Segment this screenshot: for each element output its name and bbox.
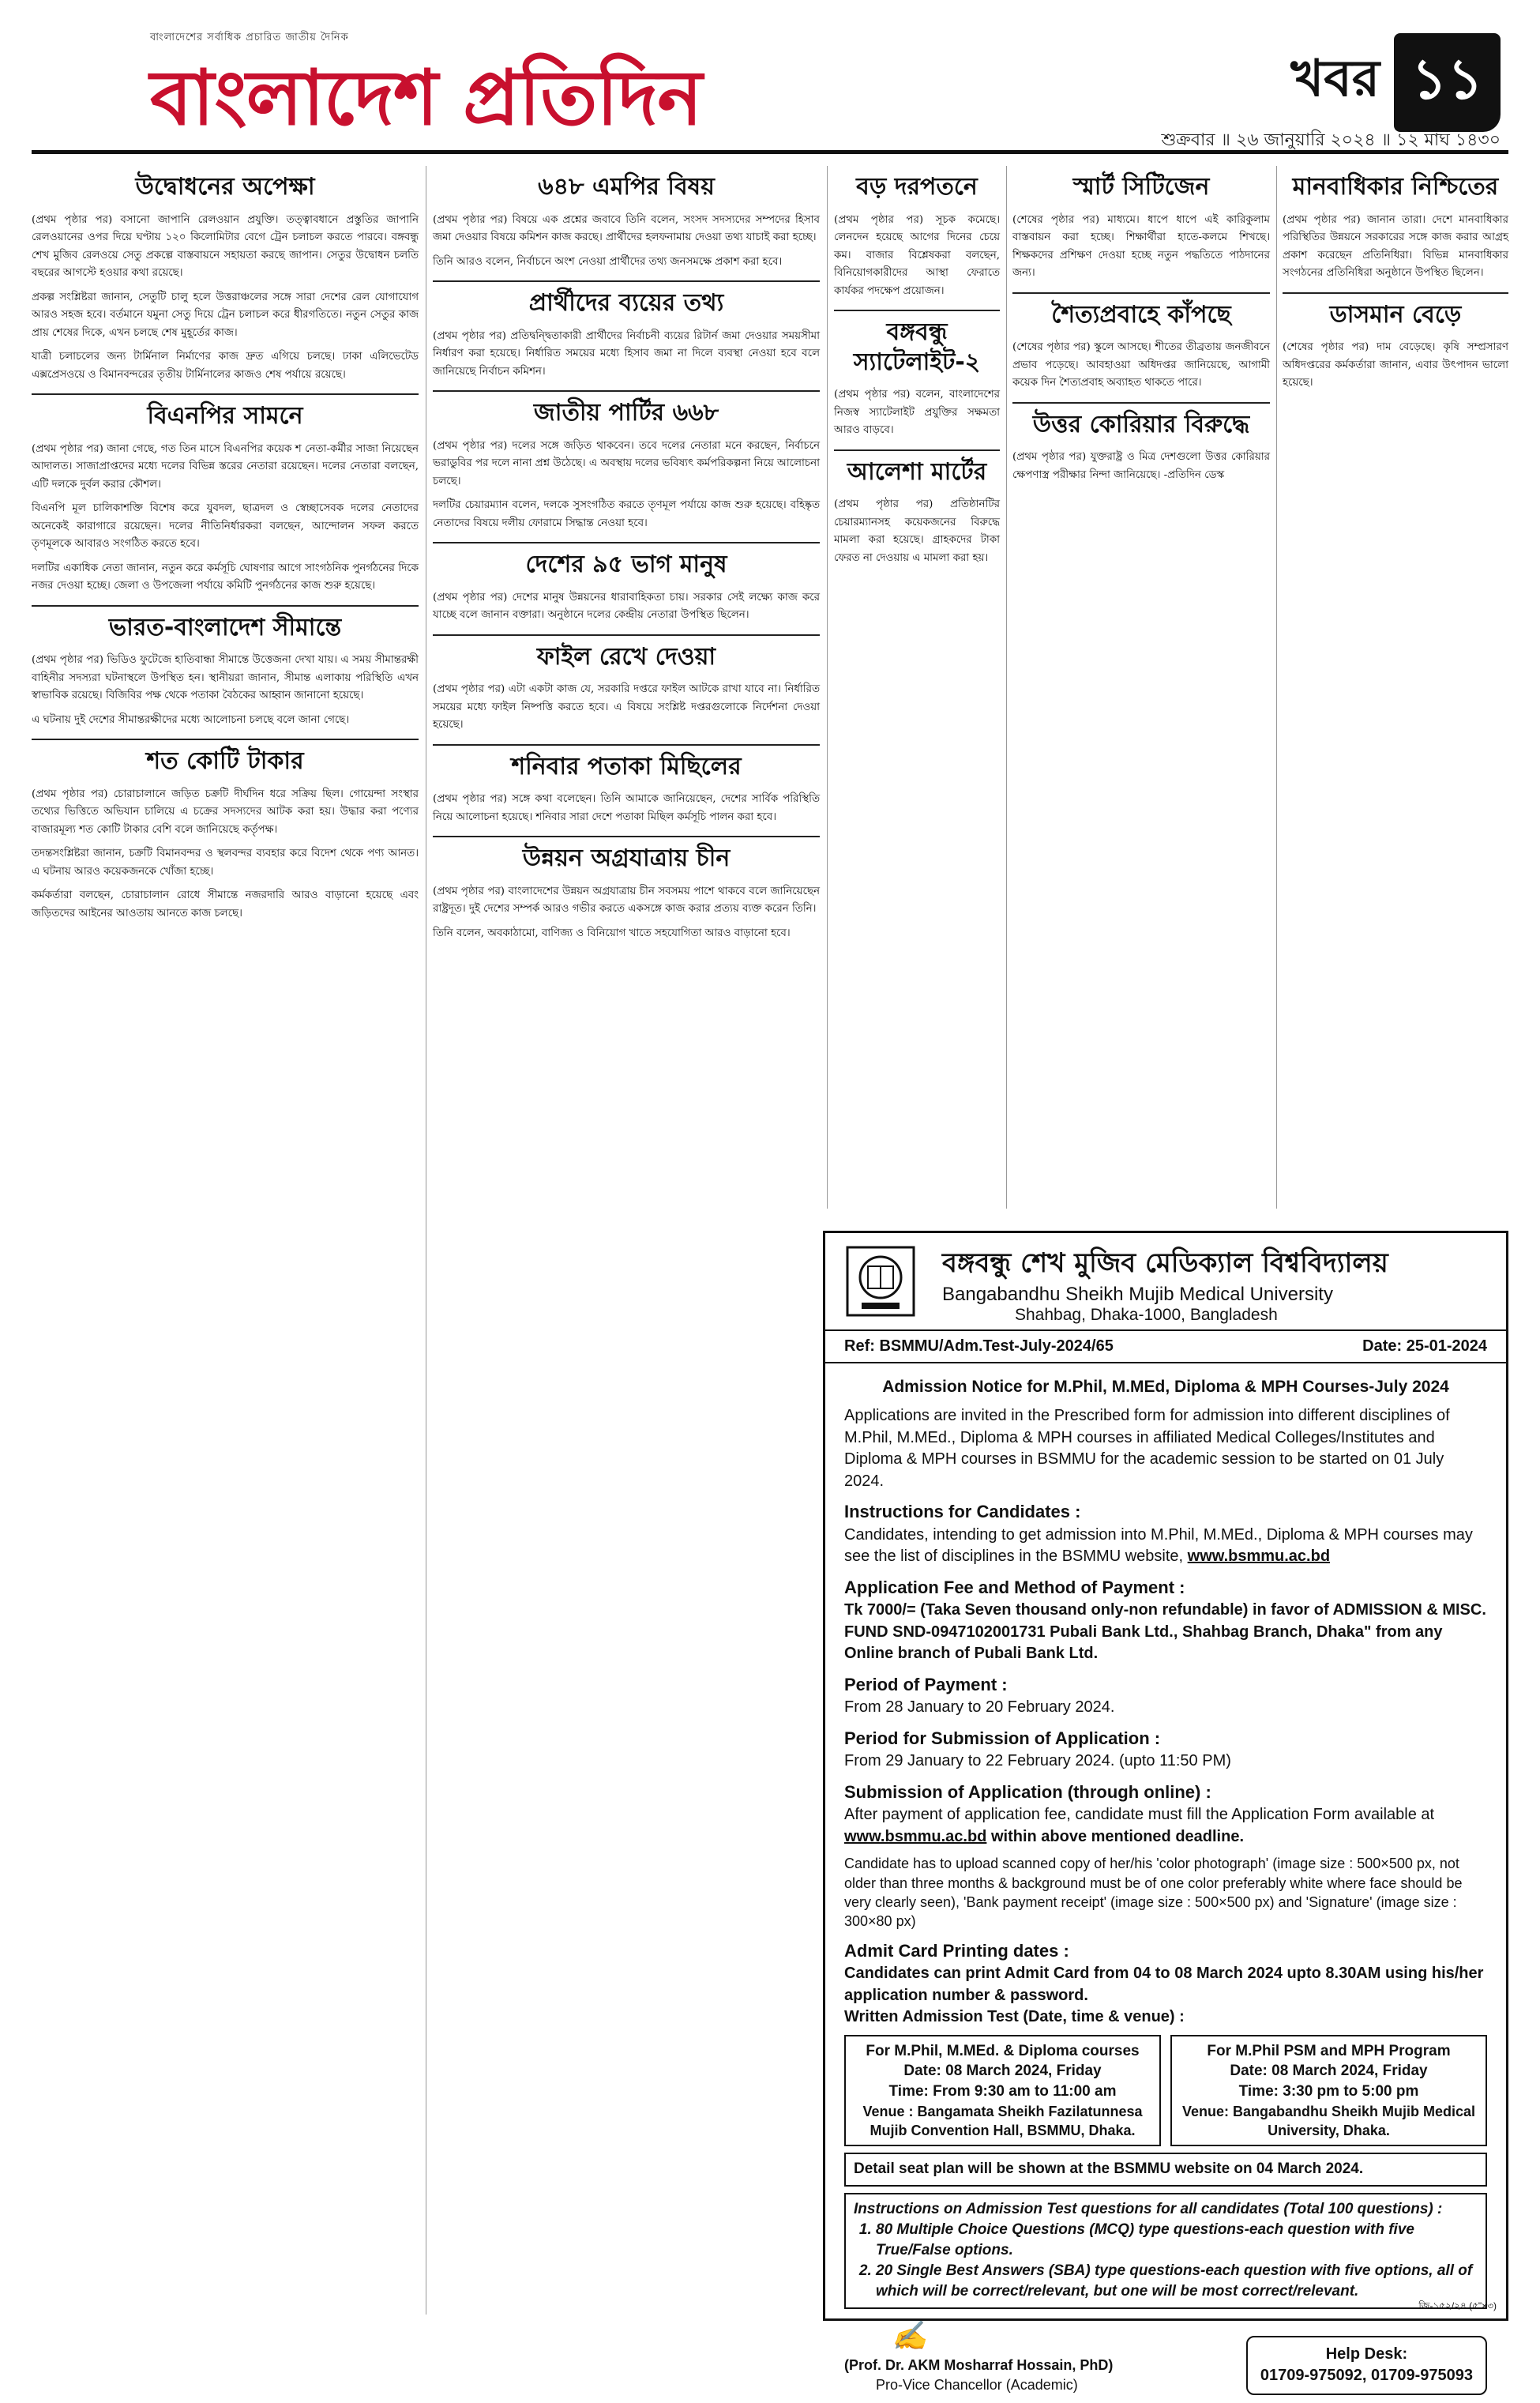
article-divider: [834, 310, 1000, 311]
reference-number: Ref: BSMMU/Adm.Test-July-2024/65: [844, 1337, 1114, 1355]
ad-header: [825, 1233, 1506, 1331]
paragraph: যাত্রী চলাচলের জন্য টার্মিনাল নির্মাণের কাজ দ্রুত এগিয়ে চলছে। ঢাকা এলিভেটেড এক্সপ্রেসওয়ে ও বিমানবন্দরের তৃতীয় টার্মিনালের কাজও শেষ পর্যায়ে রয়েছে।: [32, 351, 419, 381]
university-seal-icon: [844, 1244, 917, 1318]
payment-period-heading: Period of Payment :: [844, 1675, 1008, 1695]
headline: প্রার্থীদের ব্যয়ের তথ্য: [528, 289, 724, 318]
test-venue: Venue : Bangamata Sheikh Fazilatunnesa Mujib Convention Hall, BSMMU, Dhaka.: [862, 2103, 1143, 2139]
paragraph: (প্রথম পৃষ্ঠার পর) বলেন, বাংলাদেশের নিজস্ব স্যাটেলাইট প্রযুক্তির সক্ষমতা আরও বাড়বে।: [834, 389, 1000, 437]
headline: ভারত-বাংলাদেশ সীমান্তে: [108, 613, 342, 641]
paragraph: দলটির চেয়ারম্যান বলেন, দলকে সুসংগঠিত করতে তৃণমূল পর্যায়ে কাজ শুরু হয়েছে। বহিষ্কৃত নেতাদের বিষয়ে দলীয় ফোরামে সিদ্ধান্ত নেওয়া হবে।: [433, 499, 820, 529]
column-3: [834, 166, 1000, 1169]
column-4: [1012, 166, 1270, 1169]
headline: শনিবার পতাকা মিছিলের: [511, 752, 742, 780]
test-instructions-heading: Instructions on Admission Test questions for all candidates (Total 100 questions) :: [854, 2200, 1443, 2217]
test-title: For M.Phil PSM and MPH Program: [1207, 2042, 1451, 2059]
test-date: Date: 08 March 2024, Friday: [1230, 2063, 1428, 2080]
paragraph: তিনি আরও বলেন, নির্বাচনে অংশ নেওয়া প্রার্থীদের তথ্য জনসমক্ষে প্রকাশ করা হবে।: [433, 255, 783, 268]
notice-date: Date: 25-01-2024: [1362, 1337, 1487, 1355]
university-name-bangla: বঙ্গবন্ধু শেখ মুজিব মেডিক্যাল বিশ্ববিদ্যালয়: [942, 1247, 1388, 1279]
newspaper-title: বাংলাদেশ প্রতিদিন: [150, 54, 702, 142]
signature-block: [844, 2317, 1113, 2395]
signatory-title: Pro-Vice Chancellor (Academic): [876, 2377, 1078, 2394]
headline: বড় দরপতনে: [856, 173, 978, 201]
online-submission-text: [844, 1804, 1487, 1848]
article-divider: [32, 739, 419, 740]
headline: মানবাধিকার নিশ্চিতের: [1292, 173, 1499, 201]
admit-card-heading: Admit Card Printing dates :: [844, 1940, 1069, 1961]
paragraph: (প্রথম পৃষ্ঠার পর) দেশের মানুষ উন্নয়নের ধারাবাহিকতা চায়। সরকার সেই লক্ষ্যে কাজ করে যাচ্ছে বলে জানান বক্তারা। অনুষ্ঠানে দলের কেন্দ্রীয় নেতারা উপস্থিত ছিলেন।: [433, 591, 820, 622]
university-name-english: Bangabandhu Sheikh Mujib Medical University: [942, 1284, 1333, 1305]
ad-reference-row: [825, 1331, 1506, 1363]
article-divider: [1012, 292, 1270, 294]
paragraph: (প্রথম পৃষ্ঠার পর) বিষয়ে এক প্রশ্নের জবাবে তিনি বলেন, সংসদ সদস্যদের সম্পদের হিসাব জমা দেওয়ার বিষয়ে কমিশন কাজ করছে। প্রার্থীদের হলফনামায় দেওয়া তথ্য যাচাই করা হচ্ছে।: [433, 213, 820, 244]
masthead-tagline: বাংলাদেশের সর্বাধিক প্রচারিত জাতীয় দৈনিক: [150, 32, 349, 43]
paragraph: (প্রথম পৃষ্ঠার পর) জানান তারা। দেশে মানবাধিকার পরিস্থিতির উন্নয়নে সরকারের সঙ্গে কাজ করার আগ্রহ প্রকাশ করেছেন প্রতিনিধিরা। বিভিন্ন মানবাধিকার সংগঠনের প্রতিনিধিরা অনুষ্ঠানে উপস্থিত ছিলেন।: [1283, 213, 1508, 280]
headline: উদ্বোধনের অপেক্ষা: [135, 173, 315, 201]
article-divider: [433, 634, 820, 636]
website-link[interactable]: www.bsmmu.ac.bd: [1187, 1547, 1331, 1566]
instructions-text: [844, 1525, 1487, 1568]
headline: উত্তর কোরিয়ার বিরুদ্ধে: [1032, 410, 1250, 438]
paragraph: (শেষের পৃষ্ঠার পর) মাধ্যমে। ধাপে ধাপে এই কারিকুলাম বাস্তবায়ন করা হচ্ছে। শিক্ষার্থীরা হাতে-কলমে শিখছে। শিক্ষকদের প্রশিক্ষণ দেওয়া হচ্ছে নতুন পদ্ধতিতে পাঠদানের জন্য।: [1012, 213, 1270, 280]
test-instructions: [844, 2193, 1487, 2309]
paragraph: (প্রথম পৃষ্ঠার পর) এটা একটা কাজ যে, সরকারি দপ্তরে ফাইল আটকে রাখা যাবে না। নির্ধারিত সময়ের মধ্যে ফাইল নিষ্পত্তি করতে হবে। এ বিষয়ে সংশ্লিষ্ট দপ্তরগুলোকে নির্দেশনা দেওয়া হয়েছে।: [433, 683, 820, 731]
paragraph: (প্রথম পৃষ্ঠার পর) চোরাচালানে জড়িত চক্রটি দীর্ঘদিন ধরে সক্রিয় ছিল। গোয়েন্দা সংস্থার তথ্যের ভিত্তিতে অভিযান চালিয়ে এ চক্রের সদস্যদের আটক করা হয়। উদ্ধার করা পণ্যের বাজারমূল্য শত কোটি টাকার বেশি বলে জানিয়েছে কর্তৃপক্ষ।: [32, 788, 419, 836]
page-number: ১১: [1394, 33, 1501, 132]
paragraph: কর্মকর্তারা বলছেন, চোরাচালান রোধে সীমান্তে নজরদারি আরও বাড়ানো হয়েছে এবং জড়িতদের আইনের আওতায় আনতে কাজ চলছে।: [32, 889, 419, 919]
paragraph: (প্রথম পৃষ্ঠার পর) বসানো জাপানি রেলওয়ান প্রযুক্তি। তত্ত্বাবধানে প্রস্তুতির জাপানি রেলওয়ানের ওপর দিয়ে ঘণ্টায় ১২০ কিলোমিটার বেগে ট্রেন চলাচল করতে পারবে। বঙ্গবন্ধু শেখ মুজিব রেলওয়ে সেতু প্রকল্পে বাস্তবায়নে সহায়তা করছে জাপান। সেতুর উদ্বোধন চলতি বছরের আগস্টে হওয়ার কথা রয়েছে।: [32, 213, 419, 280]
column-5: [1283, 166, 1508, 1169]
list-item: 1. 80 Multiple Choice Questions (MCQ) type questions-each question with five True/False options.: [876, 2220, 1478, 2261]
website-link[interactable]: www.bsmmu.ac.bd: [844, 1827, 987, 1845]
article-divider: [433, 390, 820, 392]
help-desk: [1246, 2336, 1487, 2395]
submission-period-text: From 29 January to 22 February 2024. (upto 11:50 PM): [844, 1752, 1231, 1770]
masthead-rule: [32, 150, 1508, 154]
paragraph: এ ঘটনায় দুই দেশের সীমান্তরক্ষীদের মধ্যে আলোচনা চলছে বলে জানা গেছে।: [32, 713, 350, 726]
instructions-body: Candidates, intending to get admission into M.Phil, M.MEd., Diploma & MPH courses may see the list of disciplines in the BSMMU website,: [844, 1525, 1473, 1566]
test-schedule-box: [844, 2035, 1161, 2147]
ad-footer: [844, 2317, 1487, 2395]
headline: জাতীয় পার্টির ৬৬৮: [533, 399, 719, 427]
paragraph: (প্রথম পৃষ্ঠার পর) জানা গেছে, গত তিন মাসে বিএনপির কয়েক শ নেতা-কর্মীর সাজা নিয়েছেন আদালত। সাজাপ্রাপ্তদের মধ্যে দলের বিভিন্ন স্তরের নেতারা রয়েছেন। দলের নেতারা বলছেন, এটি দলকে দুর্বল করার কৌশল।: [32, 442, 419, 491]
paragraph: (প্রথম পৃষ্ঠার পর) সঙ্গে কথা বলেছেন। তিনি আমাকে জানিয়েছেন, দেশের সার্বিক পরিস্থিতি নিয়ে আলোচনা হয়েছে। শনিবার সারা দেশে পতাকা মিছিল কর্মসূচি পালন করা হবে।: [433, 793, 820, 823]
paragraph: প্রকল্প সংশ্লিষ্টরা জানান, সেতুটি চালু হলে উত্তরাঞ্চলের সঙ্গে সারা দেশের রেল যোগাযোগ আরও সহজ হবে। বর্তমানে যমুনা সেতু দিয়ে ট্রেন চলাচল করে ধীরগতিতে। নতুন সেতুর কাজ প্রায় শেষের দিকে, এখন চলছে শেষ মুহূর্তের কাজ।: [32, 291, 419, 339]
article-divider: [1012, 402, 1270, 404]
article-divider: [32, 393, 419, 395]
online-submission-tail: within above mentioned deadline.: [990, 1827, 1245, 1845]
paragraph: দলটির একাধিক নেতা জানান, নতুন করে কর্মসূচি ঘোষণার আগে সাংগঠনিক পুনর্গঠনের দিকে নজর দেওয়া হচ্ছে। জেলা ও উপজেলা পর্যায়ে কমিটি পুনর্গঠনের কাজ শুরু হয়েছে।: [32, 562, 419, 592]
headline: শত কোটি টাকার: [146, 747, 304, 776]
column-separator: [1276, 166, 1277, 1209]
masthead: [32, 17, 1508, 152]
test-schedule: [844, 2035, 1487, 2147]
headline: স্মার্ট সিটিজেন: [1072, 173, 1210, 201]
notice-intro: Applications are invited in the Prescribed form for admission into different disciplines of M.Phil, M.MEd., Diploma & MPH courses in affiliated Medical Colleges/Institutes and Diploma & MPH courses in BSMMU for the academic session to be started on 01 July 2024.: [844, 1406, 1450, 1490]
paragraph: (প্রথম পৃষ্ঠার পর) সূচক কমেছে। লেনদেন হয়েছে আগের দিনের চেয়ে কম। বাজার বিশ্লেষকরা বলছেন, বিনিয়োগকারীদের আস্থা ফেরাতে কার্যকর পদক্ষেপ প্রয়োজন।: [834, 213, 1000, 297]
article-divider: [1283, 292, 1508, 294]
signature-icon: ✍: [892, 2319, 927, 2352]
article-divider: [32, 605, 419, 607]
notice-title: Admission Notice for M.Phil, M.MEd, Diploma & MPH Courses-July 2024: [882, 1378, 1449, 1396]
university-address: Shahbag, Dhaka-1000, Bangladesh: [1015, 1306, 1278, 1324]
admit-card-text: Candidates can print Admit Card from 04 to 08 March 2024 upto 8.30AM using his/her application number & password.: [844, 1965, 1484, 2004]
paragraph: (প্রথম পৃষ্ঠার পর) প্রতিদ্বন্দ্বিতাকারী প্রার্থীদের নির্বাচনী ব্যয়ের রিটার্ন জমা দেওয়ার সময়সীমা নির্ধারণ করা হয়েছে। নির্ধারিত সময়ের মধ্যে হিসাব জমা না দিলে ব্যবস্থা নেওয়া হবে বলে জানিয়েছে নির্বাচন কমিশন।: [433, 329, 820, 378]
headline: বঙ্গবন্ধু স্যাটেলাইট-২: [853, 318, 981, 376]
headline: ৬৪৮ এমপির বিষয়: [538, 173, 715, 201]
test-instructions-list: [854, 2220, 1478, 2303]
test-date: Date: 08 March 2024, Friday: [903, 2063, 1102, 2080]
column-separator: [827, 166, 828, 1209]
article-divider: [834, 449, 1000, 451]
fee-heading: Application Fee and Method of Payment :: [844, 1577, 1185, 1597]
paragraph: তদন্তসংশ্লিষ্টরা জানান, চক্রটি বিমানবন্দর ও স্থলবন্দর ব্যবহার করে বিদেশ থেকে পণ্য আনত। এ ঘটনায় আরও কয়েকজনকে খোঁজা হচ্ছে।: [32, 848, 419, 878]
paragraph: (প্রথম পৃষ্ঠার পর) ভিডিও ফুটেজে হাতিবান্ধা সীমান্তে উত্তেজনা দেখা যায়। এ সময় সীমান্তরক্ষী বাহিনীর সদস্যরা ঘটনাস্থলে উপস্থিত হন। স্থানীয়রা জানান, সীমান্ত এলাকায় পরিস্থিতি এখন স্বাভাবিক রয়েছে। বিজিবির পক্ষ থেকে পতাকা বৈঠকের আহ্বান জানানো হয়েছে।: [32, 654, 419, 702]
test-venue: Venue: Bangabandhu Sheikh Mujib Medical University, Dhaka.: [1181, 2103, 1476, 2139]
help-desk-numbers: 01709-975092, 01709-975093: [1260, 2367, 1473, 2385]
paragraph: বিএনপি মূল চালিকাশক্তি বিশেষ করে যুবদল, ছাত্রদল ও স্বেচ্ছাসেবক দলের নেতাদের অনেকেই কারাগারে রয়েছেন। দলের নীতিনির্ধারকরা বলছেন, আন্দোলন সফল করতে তৃণমূলকে আবারও সংগঠিত করতে হবে।: [32, 502, 419, 551]
paragraph: (প্রথম পৃষ্ঠার পর) দলের সঙ্গে জড়িত থাকবেন। তবে দলের নেতারা মনে করছেন, নির্বাচনে ভরাডুবির পর দলে নানা প্রশ্ন উঠেছে। এ অবস্থায় দলের ভবিষ্যৎ কর্মপরিকল্পনা নিয়ে আলোচনা চলছে।: [433, 439, 820, 487]
section-label-group: [1290, 33, 1501, 132]
submission-period-heading: Period for Submission of Application :: [844, 1728, 1161, 1748]
written-test-heading: Written Admission Test (Date, time & venue) :: [844, 2008, 1185, 2026]
section-name: খবর: [1290, 50, 1380, 108]
paragraph: (প্রথম পৃষ্ঠার পর) প্রতিষ্ঠানটির চেয়ারম্যানসহ কয়েকজনের বিরুদ্ধে মামলা করা হয়েছে। গ্রাহকদের টাকা ফেরত না দেওয়ায় এ মামলা করা হয়।: [834, 498, 1000, 564]
test-time: Time: 3:30 pm to 5:00 pm: [1238, 2083, 1419, 2100]
column-2: [433, 166, 820, 2299]
test-time: Time: From 9:30 am to 11:00 am: [888, 2083, 1117, 2100]
column-separator: [1006, 166, 1007, 1209]
upload-instructions: Candidate has to upload scanned copy of her/his 'color photograph' (image size : 500×500 px, not older than three months & background must be of one color preferably white where face should be very clearly seen), 'Bank payment receipt' (image size : 500×500 px) and 'Signature' (image size : 300×80 px): [844, 1856, 1463, 1930]
online-submission-heading: Submission of Application (through online) :: [844, 1781, 1211, 1802]
paragraph: (শেষের পৃষ্ঠার পর) দাম বেড়েছে। কৃষি সম্প্রসারণ অধিদপ্তরের কর্মকর্তারা জানান, এবার উৎপাদন ভালো হয়েছে।: [1283, 341, 1508, 389]
newspaper-logo: [150, 25, 702, 142]
headline: দেশের ৯৫ ভাগ মানুষ: [525, 551, 727, 579]
ad-body: [825, 1363, 1506, 2403]
admission-notice-ad: [823, 1231, 1508, 2394]
article-divider: [433, 280, 820, 282]
signatory-name: (Prof. Dr. AKM Mosharraf Hossain, PhD): [844, 2357, 1114, 2374]
online-submission-body: After payment of application fee, candidate must fill the Application Form available at: [844, 1806, 1435, 1824]
headline: ফাইল রেখে দেওয়া: [536, 642, 716, 671]
seat-plan-notice: Detail seat plan will be shown at the BSMMU website on 04 March 2024.: [844, 2153, 1487, 2186]
list-item: 2. 20 Single Best Answers (SBA) type questions-each question with five options, all of which will be correct/relevant, but one will be most correct/relevant.: [876, 2261, 1478, 2302]
headline: ডাসমান বেড়ে: [1329, 300, 1462, 329]
headline: শৈত্যপ্রবাহে কাঁপছে: [1051, 300, 1231, 329]
paragraph: (প্রথম পৃষ্ঠার পর) যুক্তরাষ্ট্র ও মিত্র দেশগুলো উত্তর কোরিয়ার ক্ষেপণাস্ত্র পরীক্ষার নিন্দা জানিয়েছে। -প্রতিদিন ডেস্ক: [1012, 451, 1270, 481]
article-divider: [433, 744, 820, 746]
paragraph: (প্রথম পৃষ্ঠার পর) বাংলাদেশের উন্নয়ন অগ্রযাত্রায় চীন সবসময় পাশে থাকবে বলে জানিয়েছেন রাষ্ট্রদূত। দুই দেশের সম্পর্ক আরও গভীর করতে একসঙ্গে কাজ করার প্রত্যয় ব্যক্ত করেন তিনি।: [433, 885, 820, 916]
article-divider: [433, 836, 820, 837]
fee-text: Tk 7000/= (Taka Seven thousand only-non refundable) in favor of ADMISSION & MISC. FUND SND-0947102001731 Pubali Bank Ltd., Shahbag Branch, Dhaka" from any Online branch of Pubali Bank Ltd.: [844, 1601, 1486, 1663]
headline: উন্নয়ন অগ্রযাত্রায় চীন: [522, 844, 731, 873]
article-divider: [433, 542, 820, 543]
payment-period-text: From 28 January to 20 February 2024.: [844, 1698, 1115, 1717]
ad-code: জি-১৫২/২৪ (৫"×৩): [1418, 2300, 1497, 2311]
paragraph: তিনি বলেন, অবকাঠামো, বাণিজ্য ও বিনিয়োগ খাতে সহযোগিতা আরও বাড়ানো হবে।: [433, 927, 791, 939]
help-desk-heading: Help Desk:: [1325, 2345, 1408, 2363]
column-1: [32, 166, 419, 2299]
test-schedule-box: [1170, 2035, 1487, 2147]
paragraph: (শেষের পৃষ্ঠার পর) স্কুলে আসছে। শীতের তীব্রতায় জনজীবনে প্রভাব পড়েছে। আবহাওয়া অধিদপ্তর জানিয়েছে, আগামী কয়েক দিন শৈত্যপ্রবাহ অব্যাহত থাকতে পারে।: [1012, 341, 1270, 389]
test-title: For M.Phil, M.MEd. & Diploma courses: [866, 2042, 1140, 2059]
headline: বিএনপির সামনে: [147, 402, 303, 431]
headline: আলেশা মার্টের: [847, 457, 987, 486]
instructions-heading: Instructions for Candidates :: [844, 1502, 1081, 1522]
date-line: শুক্রবার ॥ ২৬ জানুয়ারি ২০২৪ ॥ ১২ মাঘ ১৪৩০: [1161, 130, 1501, 150]
